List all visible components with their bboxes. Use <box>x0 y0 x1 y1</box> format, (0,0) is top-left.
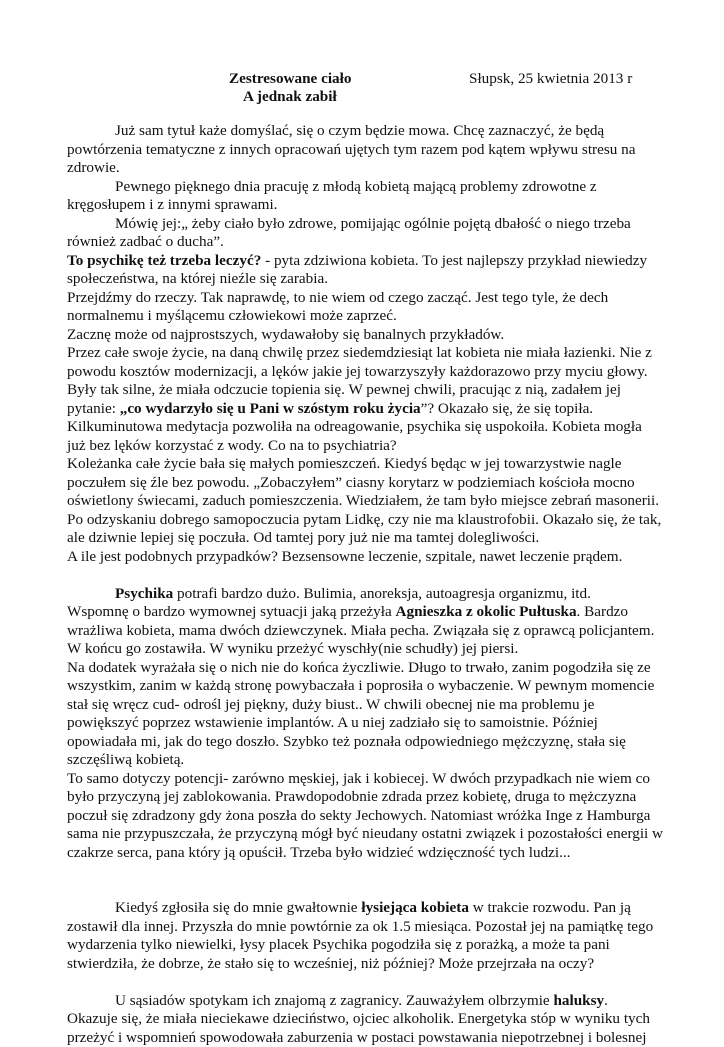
document-subtitle: A jednak zabił <box>243 88 337 105</box>
paragraph-16: Okazuje się, że miała nieciekawe dzieciństwo, ojciec alkoholik. Energetyka stóp w wyniku tych przeżyć i wspomnień spowodowała zaburzenia w postaci powstawania niepotrzebnej i bolesnej <box>67 1010 650 1046</box>
paragraph-1: Już sam tytuł każe domyślać, się o czym będzie mowa. Chcę zaznaczyć, że będą powtórzenia tematyczne z innych opracowań ujętych tym razem pod kątem wpływu stresu na zdrowie. <box>67 122 636 176</box>
paragraph-7-text-b: ”? Okazało się, że się topiła. Kilkuminutowa medytacja pozwoliła na odreagowanie, psychika się uspokoiła. Kobieta mogła już bez lęków korzystać z wody. Co na to psychiatria? <box>67 399 642 454</box>
dateline: Słupsk, 25 kwietnia 2013 r <box>469 70 633 87</box>
bold-phrase: łysiejąca kobieta <box>361 899 469 916</box>
paragraph-4-text: - pyta zdziwiona kobieta. To jest najlepszy przykład niewiedzy społeczeństwa, na której nieźle się zarabia. <box>67 251 648 287</box>
paragraph-7-text-a: Przez całe swoje życie, na daną chwilę przez siedemdziesiąt lat kobieta nie miała łazienki. Nie z powodu kosztów modernizacji, a lęków jakie jej towarzyszyły każdorazowo przy myciu głowy. Były tak silne, że miała odczucie topienia się. W pewnej chwili, pracując z nią, zadałem jej pytanie: <box>67 344 652 417</box>
document-title: Zestresowane ciało <box>229 70 352 87</box>
paragraph-2: Pewnego pięknego dnia pracuję z młodą kobietą mającą problemy zdrowotne z kręgosłupem i z innymi sprawami. <box>67 177 597 213</box>
paragraph-14-text-a: Kiedyś zgłosiła się do mnie gwałtownie <box>115 899 362 916</box>
paragraph-8: Koleżanka całe życie bała się małych pomieszczeń. Kiedyś będąc w jej towarzystwie nagle poczułem się źle bez powodu. „Zobaczyłem” ciasny korytarz w podziemiach kościoła mocno oświetlony świecami, zaduch pomieszczenia. Wiedziałem, że tam było miejsce zebrań masonerii. Po odzyskaniu dobrego samopoczucia pytam Lidkę, czy nie ma klaustrofobii. Okazało się, że tak, ale dziwnie lepiej się poczuła. Od tamtej pory już nie ma tamtej dolegliwości. <box>67 455 662 546</box>
paragraph-15-text-b: . <box>604 991 608 1009</box>
document-header <box>67 66 664 122</box>
paragraph-4 <box>67 252 664 289</box>
paragraph-5: Przejdźmy do rzeczy. Tak naprawdę, to nie wiem od czego zacząć. Jest tego tyle, że dech normalnemu i myślącemu człowiekowi może zaprzeć. <box>67 288 609 324</box>
bold-quote: „co wydarzyło się u Pani w szóstym roku życia <box>119 399 421 417</box>
paragraph-14 <box>67 899 664 973</box>
paragraph-13: To samo dotyczy potencji- zarówno męskiej, jak i kobiecej. W dwóch przypadkach nie wiem co było przyczyną jej zablokowania. Prawdopodobnie zdrada przez kobietę, druga to mężczyzna poczuł się zdradzony gdy żona poszła do sekty Jechowych. Natomiast wróżka Inge z Hamburga sama nie przypuszczała, że przyczyną mógł być nieudany ostatni związek i pozostałości energii w czakrze serca, pana który ją opuścił. Trzeba było widzieć wdzięczność tych ludzi... <box>67 769 664 861</box>
paragraph-7 <box>67 344 664 455</box>
paragraph-15 <box>67 992 664 1011</box>
paragraph-3: Mówię jej:„ żeby ciało było zdrowe, pomijając ogólnie pojętą dbałość o niego trzeba również zadbać o ducha”. <box>67 214 631 250</box>
bold-word: haluksy <box>553 991 605 1009</box>
document-body <box>67 122 664 1047</box>
paragraph-12: Na dodatek wyrażała się o nich nie do końca życzliwie. Długo to trwało, zanim pogodziła się ze wszystkim, zanim w każdą stronę powybaczała i poprosiła o wybaczenie. W pewnym momencie stał się wręcz cud- odrośl jej piękny, duży biust.. W chwili obecnej nie ma problemu je powiększyć poprzez wstawienie implantów. A u niej zadziało się to samoistnie. Później opowiadała mi, jak do tego doszło. Szybko też poznała odpowiedniego mężczyznę, stała się szczęśliwą kobietą. <box>67 658 655 768</box>
paragraph-14-text-b: w trakcie rozwodu. Pan ją zostawił dla innej. Przyszła do mnie powtórnie za ok 1.5 miesiąca. Pozostał jej na pamiątkę tego wydarzenia tylko niewielki, łysy placek Psychika pogodziła się z porażką, a może ta pani stwierdziła, że dobrze, że stało się to wcześniej, niż później? Może przejrzała na oczy? <box>67 899 654 972</box>
paragraph-15-text-a: U sąsiadów spotykam ich znajomą z zagranicy. Zauważyłem olbrzymie <box>115 991 554 1009</box>
paragraph-6: Zacznę może od najprostszych, wydawałoby się banalnych przykładów. <box>67 325 505 343</box>
paragraph-10-text: potrafi bardzo dużo. Bulimia, anoreksja, autoagresja organizmu, itd. <box>173 584 591 602</box>
paragraph-11-text-b: . Bardzo wrażliwa kobieta, mama dwóch dziewczynek. Miała pecha. Związała się z oprawcą policjantem. W końcu go zostawiła. W wyniku przeżyć wyschły(nie schudły) jej piersi. <box>67 603 655 657</box>
paragraph-9: A ile jest podobnych przypadków? Bezsensowne leczenie, szpitale, nawet leczenie prądem. <box>67 547 623 565</box>
paragraph-11 <box>67 603 664 659</box>
bold-psychika: Psychika <box>115 584 174 602</box>
bold-name: Agnieszka z okolic Pułtuska <box>395 603 577 620</box>
paragraph-11-text-a: Wspomnę o bardzo wymownej sytuacji jaką przeżyła <box>67 603 396 620</box>
paragraph-10 <box>67 585 664 604</box>
bold-question: To psychikę też trzeba leczyć? <box>67 251 262 269</box>
